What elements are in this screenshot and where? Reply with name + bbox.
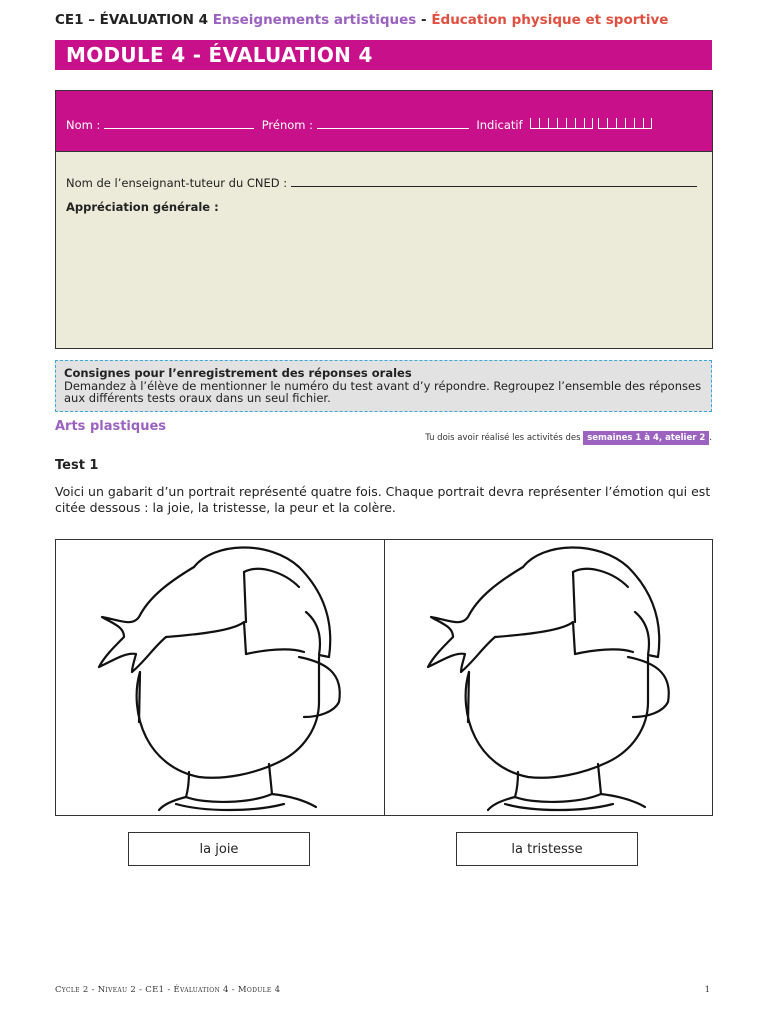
header-separator: - bbox=[421, 12, 427, 28]
portrait-frame bbox=[55, 539, 713, 816]
portrait-template-icon bbox=[94, 542, 344, 812]
tutor-row bbox=[66, 176, 697, 190]
activities-prefix: Tu dois avoir réalisé les activités des bbox=[425, 433, 581, 443]
document-header bbox=[55, 12, 745, 28]
consignes-title: Consignes pour l’enregistrement des réponses orales bbox=[64, 366, 412, 380]
page-number: 1 bbox=[704, 985, 710, 995]
tutor-field[interactable] bbox=[291, 176, 697, 187]
module-title: MODULE 4 - ÉVALUATION 4 bbox=[55, 40, 712, 70]
portrait-template-icon bbox=[423, 542, 673, 812]
activities-note bbox=[425, 433, 712, 443]
page-footer: Cycle 2 - Niveau 2 - CE1 - Évaluation 4 - Module 4 bbox=[55, 985, 281, 995]
consignes-box bbox=[55, 360, 712, 412]
subject-arts: Enseignements artistiques bbox=[212, 12, 417, 28]
nom-label: Nom : bbox=[66, 118, 101, 132]
student-info-band bbox=[56, 91, 712, 152]
activities-tag: semaines 1 à 4, atelier 2 bbox=[583, 431, 709, 445]
portrait-cell-1 bbox=[56, 540, 385, 815]
subject-eps: Éducation physique et sportive bbox=[431, 12, 669, 28]
nom-field[interactable] bbox=[104, 118, 254, 129]
identification-box bbox=[55, 90, 713, 349]
portrait-cell-2 bbox=[385, 540, 713, 815]
student-info-row bbox=[66, 118, 652, 132]
test-title: Test 1 bbox=[55, 458, 99, 473]
emotion-label-joy: la joie bbox=[128, 832, 310, 866]
appreciation-label: Appréciation générale : bbox=[66, 200, 219, 214]
activities-suffix: . bbox=[709, 433, 712, 443]
indicatif-label: Indicatif bbox=[476, 118, 523, 132]
prenom-label: Prénom : bbox=[261, 118, 314, 132]
emotion-label-sadness: la tristesse bbox=[456, 832, 638, 866]
tutor-section bbox=[56, 152, 712, 348]
consignes-text: Demandez à l’élève de mentionner le numéro du test avant d’y répondre. Regroupez l’ensemble des réponses aux différents tests oraux dans un seul fichier. bbox=[64, 378, 702, 405]
indicatif-field[interactable] bbox=[530, 118, 652, 132]
prenom-field[interactable] bbox=[317, 118, 469, 129]
course-label: CE1 – ÉVALUATION 4 bbox=[55, 12, 209, 28]
tutor-label: Nom de l’enseignant-tuteur du CNED : bbox=[66, 176, 288, 190]
section-title: Arts plastiques bbox=[55, 419, 167, 434]
test-description: Voici un gabarit d’un portrait représenté quatre fois. Chaque portrait devra représenter l’émotion qui est citée dessous : la joie, la tristesse, la peur et la colère. bbox=[55, 484, 711, 515]
